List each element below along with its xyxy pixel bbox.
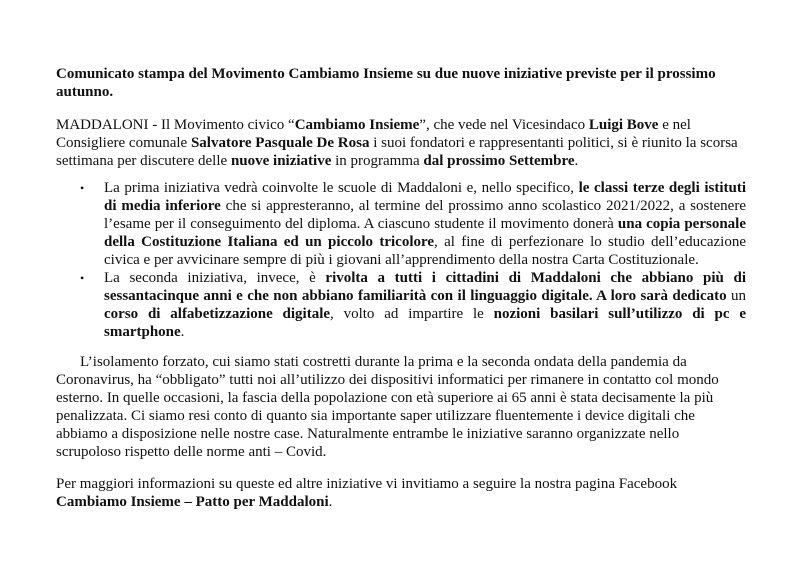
initiatives-list: [56, 179, 746, 341]
bullet1-bold-2: una copia personale della Costituzione Italiana ed un piccolo tricolore: [104, 216, 747, 250]
bullet2-text-3: , volto ad impartire le: [330, 306, 494, 322]
bullet1-text-3: , al fine di perfezionare lo studio dell’educazione civica e per avvicinare sempre di più i giovani all’apprendimento della nostra Carta Costituzionale.: [104, 234, 746, 268]
intro-text-3: e nel Consigliere comunale: [56, 117, 691, 151]
new-initiatives-text: nuove iniziative: [230, 153, 332, 169]
bullet1-text-2: che si appresteranno, al termine del prossimo anno scolastico 2021/2022, a sostenere l’esame per il conseguimento del diploma. A ciascuno studente il movimento donerà: [104, 198, 746, 232]
intro-text-5: in programma: [331, 153, 424, 169]
closing-text-2: .: [328, 494, 333, 510]
list-item-second-initiative: [56, 269, 746, 341]
bullet2-bold-1: rivolta a tutti i cittadini di Maddaloni che abbiano più di sessantacinque anni e che non abbiano familiarità con il linguaggio digitale. A loro sarà dedicato: [104, 270, 746, 304]
bullet2-text-2: un: [726, 288, 746, 304]
bullet2-text-4: .: [180, 324, 185, 340]
intro-text-6: .: [574, 153, 579, 169]
councillor-name: Salvatore Pasquale De Rosa: [190, 135, 370, 151]
bullet1-bold-1: le classi terze degli istituti di media inferiore: [104, 180, 747, 214]
closing-text-1: Per maggiori informazioni su queste ed altre iniziative vi invitiamo a seguire la nostra pagina Facebook: [56, 476, 678, 492]
closing-paragraph: [56, 475, 746, 511]
document-title: Comunicato stampa del Movimento Cambiamo Insieme su due nuove iniziative previste per il prossimo autunno.: [56, 66, 716, 100]
bullet-icon: •: [80, 271, 85, 285]
facebook-page-name: Cambiamo Insieme – Patto per Maddaloni: [56, 494, 329, 510]
intro-text-4: i suoi fondatori e rappresentanti politici, si è riunito la scorsa settimana per discutere delle: [56, 135, 738, 169]
intro-paragraph: [56, 116, 746, 170]
bullet-icon: •: [80, 181, 85, 195]
bullet1-text-1: La prima iniziativa vedrà coinvolte le scuole di Maddaloni e, nello specifico,: [104, 180, 579, 196]
list-item-first-initiative: [56, 179, 746, 269]
bullet2-bold-3: nozioni basilari sull’utilizzo di pc e smartphone: [104, 306, 746, 340]
september-text: dal prossimo Settembre: [423, 153, 575, 169]
pandemic-paragraph: L’isolamento forzato, cui siamo stati costretti durante la prima e la seconda ondata della pandemia da Coronavirus, ha “obbligato” tutti noi all’utilizzo dei dispositivi informatici per rimanere in contatto col mondo esterno. In quelle occasioni, la fascia della popolazione con età superiore ai 65 anni è stata decisamente la più penalizzata. Ci siamo resi conto di quanto sia importante saper utilizzare fluentemente i device digitali che abbiamo a disposizione nelle nostre case. Naturalmente entrambe le iniziative saranno organizzate nello scrupoloso rispetto delle norme anti – Covid.: [56, 354, 719, 460]
intro-text-1: MADDALONI - Il Movimento civico “: [56, 117, 295, 133]
movement-name: Cambiamo Insieme: [294, 117, 420, 133]
press-release-document: [56, 65, 746, 511]
bullet2-bold-2: corso di alfabetizzazione digitale: [104, 306, 331, 322]
vice-mayor-name: Luigi Bove: [588, 117, 659, 133]
bullet2-text-1: La seconda iniziativa, invece, è: [104, 270, 326, 286]
intro-text-2: ”, che vede nel Vicesindaco: [419, 117, 589, 133]
